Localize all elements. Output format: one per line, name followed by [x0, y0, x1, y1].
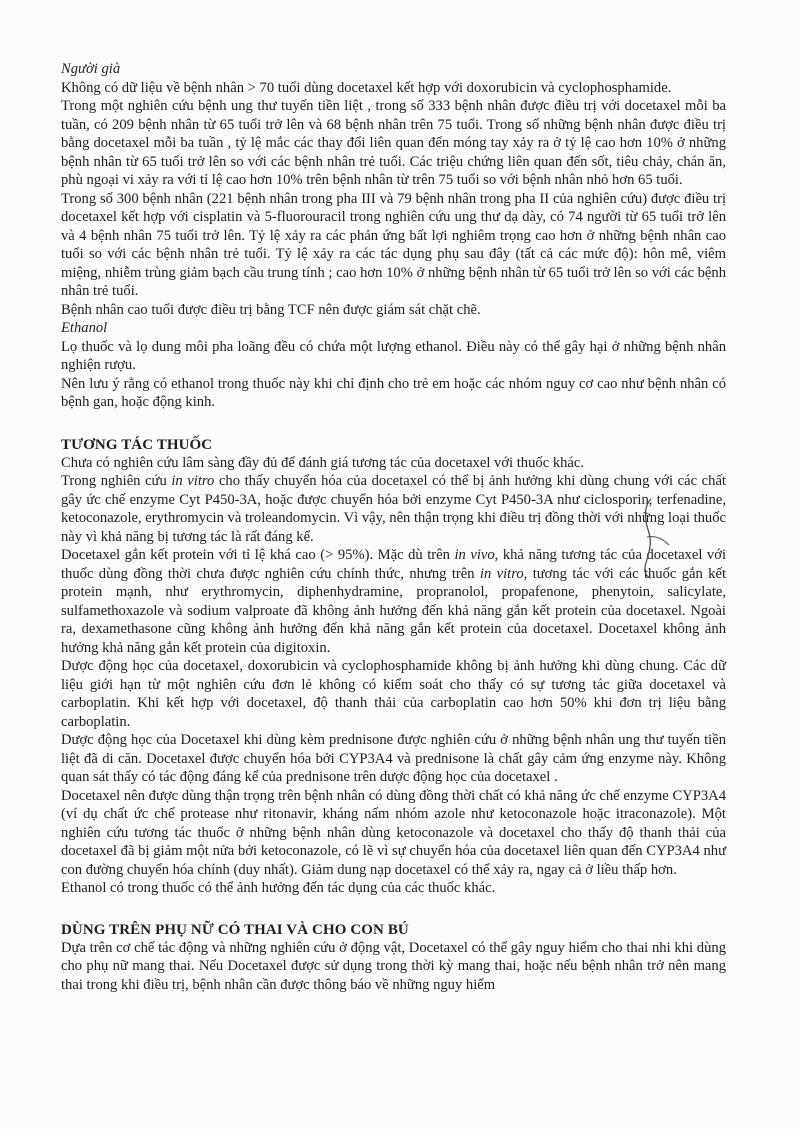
- interactions-paragraph-5: Dược động học của Docetaxel khi dùng kèm prednisone được nghiên cứu ở những bệnh nhân ung thư tuyến tiền liệt đã di căn. Docetaxel được chuyển hóa bởi CYP3A4 và prednisone là chất gây cảm ứng enzyme này. Không quan sát thấy có tác động đáng kể của prednisone trên dược động học của docetaxel .: [61, 732, 726, 785]
- interactions-paragraph-6: Docetaxel nên được dùng thận trọng trên bệnh nhân có dùng đồng thời chất có khả năng ức chế enzyme CYP3A4 (ví dụ chất ức chế protease như ritonavir, kháng nấm nhóm azole như ketoconazole hoặc itraconazole). Một nghiên cứu tương tác thuốc ở những bệnh nhân dùng ketoconazole và docetaxel cho thấy độ thanh thải của docetaxel đã bị giảm một nửa bởi ketoconazole, có lẽ vì sự chuyển hóa của docetaxel liên quan đến CYP3A4 như con đường chuyển hóa chính (duy nhất). Giảm dung nạp docetaxel có thể xảy ra, ngay cả ở liều thấp hơn.: [61, 787, 726, 878]
- elderly-paragraph-4: Bệnh nhân cao tuổi được điều trị bằng TCF nên được giám sát chặt chẽ.: [61, 301, 481, 318]
- elderly-paragraph-3: Trong số 300 bệnh nhân (221 bệnh nhân trong pha III và 79 bệnh nhân trong pha II của nghiên cứu) được điều trị docetaxel kết hợp với cisplatin và 5-fluorouracil trong nghiên cứu ung thư dạ dày, có 74 người từ 65 tuổi trở lên và 4 bệnh nhân 75 tuổi trở lên. Tỷ lệ xảy ra các phản ứng bất lợi nghiêm trọng cao hơn ở những bệnh nhân cao tuổi so với các bệnh nhân trẻ tuổi. Tỷ lệ xảy ra các tác dụng phụ sau đây (tất cả các mức độ): hôn mê, viêm miệng, nhiễm trùng giảm bạch cầu trung tính ; cao hơn 10% ở những bệnh nhân từ 65 tuổi trở lên so với các bệnh nhân trẻ tuổi.: [61, 190, 726, 299]
- interactions-p3-text-b: , khả năng tương tác của docetaxel với thuốc dùng đồng thời chưa được nghiên cứu chính thức, nhưng trên: [61, 547, 726, 582]
- interactions-p3-in-vitro: in vitro: [479, 565, 524, 582]
- elderly-paragraph-2: Trong một nghiên cứu bệnh ung thư tuyến tiền liệt , trong số 333 bệnh nhân được điều trị với docetaxel mỗi ba tuần, có 209 bệnh nhân từ 65 tuổi trở lên và 68 bệnh nhân trên 75 tuổi. Trong số những bệnh nhân được điều trị bằng docetaxel mỗi ba tuần , tỷ lệ mắc các thay đổi liên quan đến móng tay xảy ra ở tỷ lệ cao hơn 10% ở những bệnh nhân từ 65 tuổi trở lên so với các bệnh nhân trẻ tuổi. Các triệu chứng liên quan đến sốt, tiêu chảy, chán ăn, phù ngoại vi xảy ra với tỉ lệ cao hơn 10% trên bệnh nhân từ trên 75 tuổi so với bệnh nhân nhỏ hơn 65 tuổi.: [61, 98, 726, 188]
- interactions-paragraph-3: [61, 546, 726, 657]
- interactions-heading: TƯƠNG TÁC THUỐC: [61, 436, 213, 453]
- interactions-p3-text-c: , tương tác với các thuốc gắn kết protein mạnh, như erythromycin, diphenhydramine, propranolol, propafenone, phenytoin, salicylate, sulfamethoxazole và sodium valproate đã không ảnh hưởng đến khả năng gắn kết protein của docetaxel. Ngoài ra, dexamethasone cũng không ảnh hưởng đến khả năng gắn kết protein của docetaxel. Docetaxel không ảnh hưởng khả năng gắn kết protein của digitoxin.: [61, 565, 727, 656]
- interactions-p3-text-a: Docetaxel gắn kết protein với tỉ lệ khá cao (> 95%). Mặc dù trên: [61, 547, 455, 563]
- ethanol-paragraph-1: Lọ thuốc và lọ dung môi pha loãng đều có chứa một lượng ethanol. Điều này có thể gây hại ở những bệnh nhân nghiện rượu.: [61, 338, 726, 373]
- interactions-paragraph-4: Dược động học của docetaxel, doxorubicin và cyclophosphamide không bị ảnh hưởng khi dùng chung. Các dữ liệu giới hạn từ một nghiên cứu đơn lẻ không có kiểm soát cho thấy có sự tương tác giữa docetaxel và carboplatin. Khi kết hợp với docetaxel, độ thanh thải của carboplatin cao hơn 50% khi đơn trị liệu bằng carboplatin.: [61, 658, 726, 730]
- interactions-p2-in-vitro: in vitro: [171, 473, 215, 489]
- ethanol-paragraph-2: Nên lưu ý rằng có ethanol trong thuốc này khi chỉ định cho trẻ em hoặc các nhóm nguy cơ cao như bệnh nhân có bệnh gan, hoặc động kinh.: [61, 375, 726, 410]
- interactions-p2-text-a: Trong nghiên cứu: [61, 473, 172, 489]
- pregnancy-paragraph-1: Dựa trên cơ chế tác động và những nghiên cứu ở động vật, Docetaxel có thể gây nguy hiểm cho thai nhi khi dùng cho phụ nữ mang thai. Nếu Docetaxel được sử dụng trong thời kỳ mang thai, hoặc nếu bệnh nhân trở nên mang thai trong khi điều trị, bệnh nhân cần được thông báo về những nguy hiểm: [61, 939, 726, 993]
- elderly-heading: Người già: [61, 61, 121, 77]
- interactions-p3-in-vivo: in vivo: [454, 547, 495, 563]
- ethanol-heading: Ethanol: [61, 320, 108, 336]
- interactions-paragraph-7: Ethanol có trong thuốc có thể ảnh hưởng đến tác dụng của các thuốc khác.: [61, 880, 496, 896]
- elderly-paragraph-1: Không có dữ liệu về bệnh nhân > 70 tuổi dùng docetaxel kết hợp với doxorubicin và cyclophosphamide.: [61, 79, 672, 96]
- interactions-p2-text-b: cho thấy chuyển hóa của docetaxel có thể bị ảnh hưởng khi dùng chung với các chất gây ức chế enzyme Cyt P450-3A, hoặc được chuyển hóa bởi enzyme Cyt P450-3A như ciclosporin, terfenadine, ketoconazole, erythromycin và troleandomycin. Vì vậy, nên thận trọng khi điều trị đồng thời với những loại thuốc này vì khả năng bị tương tác là rất đáng kể.: [61, 473, 726, 545]
- pregnancy-heading: DÙNG TRÊN PHỤ NỮ CÓ THAI VÀ CHO CON BÚ: [61, 921, 409, 938]
- interactions-paragraph-2: [61, 472, 726, 546]
- interactions-paragraph-1: Chưa có nghiên cứu lâm sàng đầy đủ để đánh giá tương tác của docetaxel với thuốc khác.: [61, 454, 585, 471]
